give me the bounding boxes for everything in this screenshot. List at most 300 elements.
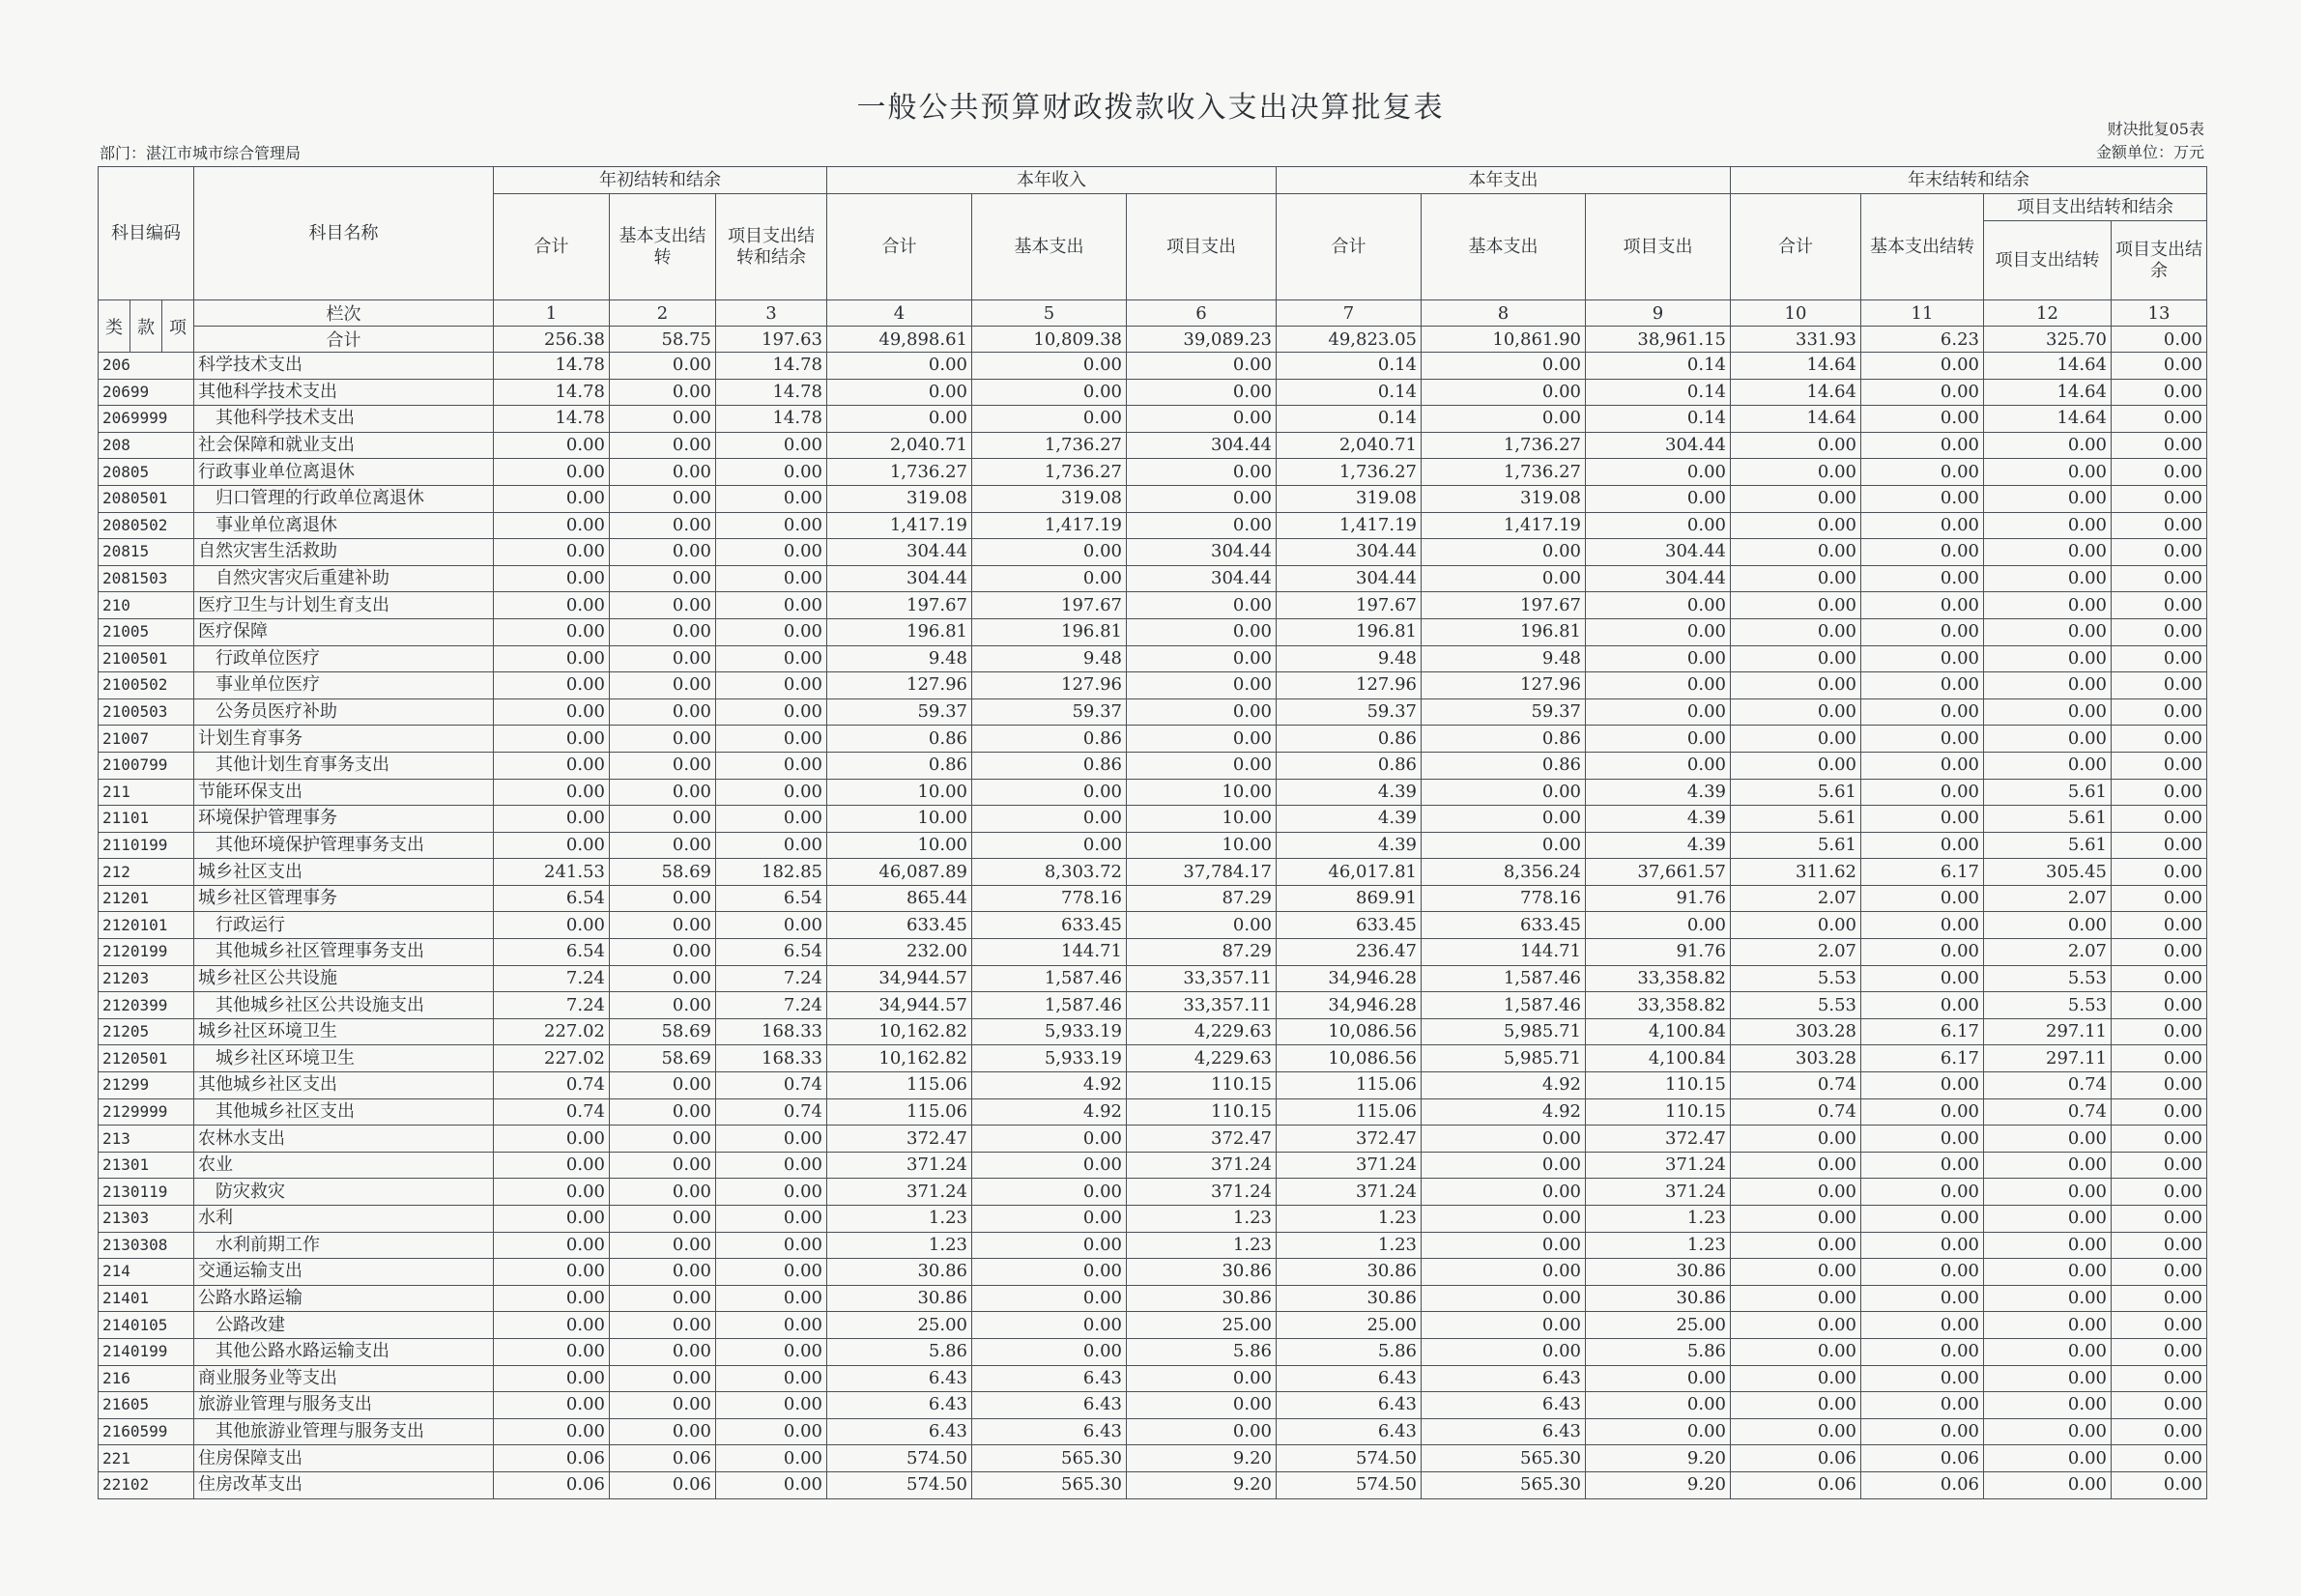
amount-cell: 0.00 <box>1861 1098 1984 1126</box>
amount-cell: 1,736.27 <box>972 459 1127 486</box>
amount-cell: 0.00 <box>972 565 1127 592</box>
amount-cell: 2.07 <box>1731 939 1861 966</box>
amount-cell: 633.45 <box>1422 912 1586 939</box>
amount-cell: 0.74 <box>716 1072 827 1099</box>
amount-cell: 14.78 <box>716 379 827 406</box>
amount-cell: 0.00 <box>827 353 972 380</box>
header-lanci: 栏次 <box>194 300 494 327</box>
subject-code: 212 <box>99 859 194 886</box>
amount-cell: 46,087.89 <box>827 859 972 886</box>
subject-code: 2140199 <box>99 1338 194 1365</box>
amount-cell: 0.00 <box>716 432 827 459</box>
subject-name: 防灾救灾 <box>194 1179 494 1206</box>
total-cell: 0.00 <box>2112 327 2207 353</box>
amount-cell: 9.48 <box>972 645 1127 672</box>
amount-cell: 0.00 <box>716 565 827 592</box>
amount-cell: 30.86 <box>1586 1259 1731 1286</box>
subject-code: 216 <box>99 1365 194 1392</box>
amount-cell: 10,086.56 <box>1277 1018 1422 1045</box>
total-cell: 38,961.15 <box>1586 327 1731 353</box>
amount-cell: 0.00 <box>2112 1072 2207 1099</box>
amount-cell: 0.06 <box>1861 1445 1984 1472</box>
amount-cell: 5,985.71 <box>1422 1045 1586 1072</box>
amount-cell: 0.00 <box>2112 992 2207 1019</box>
amount-cell: 227.02 <box>494 1018 610 1045</box>
amount-cell: 0.06 <box>610 1445 716 1472</box>
amount-cell: 196.81 <box>1422 618 1586 645</box>
amount-cell: 0.00 <box>1861 1179 1984 1206</box>
amount-cell: 0.74 <box>494 1098 610 1126</box>
total-cell: 10,861.90 <box>1422 327 1586 353</box>
amount-cell: 0.14 <box>1586 379 1731 406</box>
amount-cell: 0.00 <box>2112 1045 2207 1072</box>
subject-name: 住房改革支出 <box>194 1471 494 1498</box>
subject-code: 2120101 <box>99 912 194 939</box>
amount-cell: 0.06 <box>1731 1471 1861 1498</box>
table-row <box>99 1445 2207 1472</box>
amount-cell: 4,100.84 <box>1586 1045 1731 1072</box>
amount-cell: 0.00 <box>1861 565 1984 592</box>
amount-cell: 0.00 <box>716 726 827 753</box>
amount-cell: 0.00 <box>610 1152 716 1179</box>
amount-cell: 0.00 <box>716 539 827 566</box>
header-opening-balance: 年初结转和结余 <box>494 167 827 194</box>
amount-cell: 0.00 <box>2112 1259 2207 1286</box>
amount-cell: 0.00 <box>1984 698 2112 726</box>
amount-cell: 58.69 <box>610 859 716 886</box>
amount-cell: 37,784.17 <box>1127 859 1277 886</box>
amount-cell: 0.00 <box>1586 752 1731 779</box>
amount-cell: 115.06 <box>1277 1072 1422 1099</box>
amount-cell: 5.86 <box>827 1338 972 1365</box>
amount-cell: 197.67 <box>827 592 972 619</box>
amount-cell: 4.39 <box>1277 779 1422 806</box>
amount-cell: 0.00 <box>2112 353 2207 380</box>
amount-cell: 9.20 <box>1127 1471 1277 1498</box>
amount-cell: 0.00 <box>1861 965 1984 992</box>
amount-cell: 6.43 <box>1277 1418 1422 1445</box>
amount-cell: 0.00 <box>1731 512 1861 539</box>
amount-cell: 1,587.46 <box>972 992 1127 1019</box>
table-row <box>99 939 2207 966</box>
amount-cell: 34,944.57 <box>827 992 972 1019</box>
amount-cell: 0.00 <box>1731 698 1861 726</box>
amount-cell: 371.24 <box>1586 1179 1731 1206</box>
amount-cell: 182.85 <box>716 859 827 886</box>
amount-cell: 25.00 <box>1127 1312 1277 1339</box>
table-row <box>99 592 2207 619</box>
amount-cell: 0.00 <box>1731 1392 1861 1419</box>
amount-cell: 196.81 <box>827 618 972 645</box>
amount-cell: 0.00 <box>1127 726 1277 753</box>
amount-cell: 0.00 <box>2112 1098 2207 1126</box>
amount-cell: 0.00 <box>1861 672 1984 699</box>
amount-cell: 91.76 <box>1586 939 1731 966</box>
amount-cell: 34,944.57 <box>827 965 972 992</box>
amount-cell: 0.00 <box>1861 1232 1984 1259</box>
amount-cell: 5,985.71 <box>1422 1018 1586 1045</box>
amount-cell: 0.00 <box>494 1232 610 1259</box>
amount-cell: 5.86 <box>1127 1338 1277 1365</box>
header-total: 合计 <box>494 194 610 300</box>
amount-cell: 0.00 <box>1127 406 1277 433</box>
col-number: 4 <box>827 300 972 327</box>
amount-cell: 0.00 <box>1731 912 1861 939</box>
header-project: 项目支出 <box>1586 194 1731 300</box>
amount-cell: 14.78 <box>494 406 610 433</box>
amount-cell: 0.00 <box>610 726 716 753</box>
header-total: 合计 <box>1731 194 1861 300</box>
amount-cell: 0.00 <box>610 406 716 433</box>
amount-cell: 0.00 <box>2112 485 2207 512</box>
amount-cell: 0.00 <box>1422 406 1586 433</box>
amount-cell: 6.43 <box>827 1392 972 1419</box>
amount-cell: 6.54 <box>716 939 827 966</box>
amount-cell: 0.00 <box>610 672 716 699</box>
amount-cell: 1,417.19 <box>972 512 1127 539</box>
amount-cell: 303.28 <box>1731 1045 1861 1072</box>
amount-cell: 0.06 <box>494 1445 610 1472</box>
amount-cell: 0.00 <box>1984 752 2112 779</box>
amount-cell: 0.00 <box>1422 1152 1586 1179</box>
subject-code: 2080502 <box>99 512 194 539</box>
amount-cell: 37,661.57 <box>1586 859 1731 886</box>
total-label: 合计 <box>194 327 494 353</box>
amount-cell: 0.00 <box>1422 1232 1586 1259</box>
header-basic-carry: 基本支出结转 <box>1861 194 1984 300</box>
subject-code: 21605 <box>99 1392 194 1419</box>
amount-cell: 6.17 <box>1861 1018 1984 1045</box>
amount-cell: 10.00 <box>1127 806 1277 833</box>
amount-cell: 0.00 <box>1861 939 1984 966</box>
amount-cell: 0.00 <box>610 1098 716 1126</box>
subject-name: 其他城乡社区管理事务支出 <box>194 939 494 966</box>
amount-cell: 304.44 <box>1127 432 1277 459</box>
amount-cell: 4.92 <box>1422 1098 1586 1126</box>
subject-name: 其他科学技术支出 <box>194 379 494 406</box>
amount-cell: 0.00 <box>610 779 716 806</box>
amount-cell: 304.44 <box>827 565 972 592</box>
amount-cell: 9.20 <box>1127 1445 1277 1472</box>
amount-cell: 0.86 <box>1277 726 1422 753</box>
amount-cell: 0.00 <box>1422 565 1586 592</box>
amount-cell: 371.24 <box>1127 1179 1277 1206</box>
amount-cell: 6.43 <box>827 1365 972 1392</box>
amount-cell: 0.00 <box>610 1285 716 1312</box>
amount-cell: 0.74 <box>1731 1072 1861 1099</box>
amount-cell: 6.43 <box>827 1418 972 1445</box>
amount-cell: 0.14 <box>1586 406 1731 433</box>
amount-cell: 0.00 <box>1127 752 1277 779</box>
subject-name: 其他城乡社区支出 <box>194 1072 494 1099</box>
amount-cell: 4.39 <box>1586 832 1731 859</box>
amount-cell: 0.00 <box>716 1126 827 1153</box>
amount-cell: 0.00 <box>1127 698 1277 726</box>
amount-cell: 574.50 <box>827 1471 972 1498</box>
amount-cell: 0.00 <box>1861 1392 1984 1419</box>
amount-cell: 1.23 <box>827 1206 972 1233</box>
amount-cell: 0.74 <box>1984 1098 2112 1126</box>
amount-cell: 0.00 <box>1731 1232 1861 1259</box>
amount-cell: 0.00 <box>610 1206 716 1233</box>
subject-code: 2110199 <box>99 832 194 859</box>
amount-cell: 0.00 <box>2112 592 2207 619</box>
amount-cell: 0.00 <box>716 1418 827 1445</box>
amount-cell: 0.00 <box>610 1312 716 1339</box>
amount-cell: 0.00 <box>1861 912 1984 939</box>
amount-cell: 1,736.27 <box>972 432 1127 459</box>
header-name: 科目名称 <box>194 167 494 300</box>
subject-name: 城乡社区管理事务 <box>194 885 494 912</box>
amount-cell: 10,162.82 <box>827 1018 972 1045</box>
amount-cell: 0.00 <box>1984 1152 2112 1179</box>
amount-cell: 0.00 <box>1984 592 2112 619</box>
amount-cell: 371.24 <box>827 1152 972 1179</box>
amount-cell: 565.30 <box>972 1445 1127 1472</box>
subject-name: 其他环境保护管理事务支出 <box>194 832 494 859</box>
amount-cell: 0.00 <box>1984 726 2112 753</box>
amount-cell: 58.69 <box>610 1018 716 1045</box>
amount-cell: 0.00 <box>716 1232 827 1259</box>
amount-cell: 0.00 <box>494 512 610 539</box>
amount-cell: 0.00 <box>610 1232 716 1259</box>
amount-cell: 0.00 <box>1127 672 1277 699</box>
amount-cell: 33,357.11 <box>1127 965 1277 992</box>
amount-cell: 1.23 <box>1127 1232 1277 1259</box>
amount-cell: 0.00 <box>1861 1126 1984 1153</box>
subject-name: 其他城乡社区支出 <box>194 1098 494 1126</box>
table-row <box>99 432 2207 459</box>
amount-cell: 127.96 <box>1422 672 1586 699</box>
amount-cell: 5,933.19 <box>972 1018 1127 1045</box>
amount-cell: 0.00 <box>1984 432 2112 459</box>
amount-cell: 227.02 <box>494 1045 610 1072</box>
amount-cell: 0.00 <box>1422 1338 1586 1365</box>
amount-cell: 0.00 <box>610 698 716 726</box>
amount-cell: 0.00 <box>1422 1285 1586 1312</box>
amount-cell: 0.00 <box>1422 779 1586 806</box>
amount-cell: 0.00 <box>716 512 827 539</box>
amount-cell: 6.54 <box>494 939 610 966</box>
amount-cell: 0.00 <box>610 965 716 992</box>
amount-cell: 197.67 <box>972 592 1127 619</box>
table-meta <box>2096 118 2204 164</box>
header-lei: 类 <box>99 300 130 353</box>
amount-cell: 9.20 <box>1586 1471 1731 1498</box>
amount-cell: 0.00 <box>1731 618 1861 645</box>
amount-cell: 0.00 <box>494 645 610 672</box>
total-cell: 197.63 <box>716 327 827 353</box>
amount-cell: 9.48 <box>1277 645 1422 672</box>
table-row <box>99 1152 2207 1179</box>
subject-code: 2130308 <box>99 1232 194 1259</box>
amount-cell: 0.00 <box>972 1312 1127 1339</box>
amount-cell: 0.74 <box>1731 1098 1861 1126</box>
subject-code: 210 <box>99 592 194 619</box>
table-row <box>99 1471 2207 1498</box>
amount-cell: 8,356.24 <box>1422 859 1586 886</box>
subject-name: 事业单位离退休 <box>194 512 494 539</box>
amount-cell: 0.00 <box>2112 379 2207 406</box>
amount-cell: 0.00 <box>716 1152 827 1179</box>
amount-cell: 0.00 <box>1586 645 1731 672</box>
header-total: 合计 <box>1277 194 1422 300</box>
amount-cell: 1,587.46 <box>1422 965 1586 992</box>
amount-cell: 127.96 <box>972 672 1127 699</box>
amount-cell: 0.14 <box>1277 353 1422 380</box>
amount-cell: 0.00 <box>1127 485 1277 512</box>
amount-cell: 110.15 <box>1127 1072 1277 1099</box>
subject-code: 2140105 <box>99 1312 194 1339</box>
amount-cell: 0.00 <box>1861 379 1984 406</box>
amount-cell: 0.00 <box>2112 1418 2207 1445</box>
col-number: 6 <box>1127 300 1277 327</box>
amount-cell: 25.00 <box>827 1312 972 1339</box>
amount-cell: 0.00 <box>716 459 827 486</box>
subject-name: 商业服务业等支出 <box>194 1365 494 1392</box>
col-number: 13 <box>2112 300 2207 327</box>
amount-cell: 304.44 <box>1127 565 1277 592</box>
amount-cell: 304.44 <box>827 539 972 566</box>
amount-cell: 0.00 <box>494 1392 610 1419</box>
subject-name: 医疗卫生与计划生育支出 <box>194 592 494 619</box>
header-project-carry-only: 项目支出结转 <box>1984 221 2112 300</box>
amount-cell: 304.44 <box>1127 539 1277 566</box>
amount-cell: 372.47 <box>827 1126 972 1153</box>
col-number: 7 <box>1277 300 1422 327</box>
amount-cell: 0.00 <box>494 1206 610 1233</box>
amount-cell: 2.07 <box>1731 885 1861 912</box>
table-row <box>99 485 2207 512</box>
table-row <box>99 1392 2207 1419</box>
amount-cell: 0.00 <box>1586 1392 1731 1419</box>
amount-cell: 0.00 <box>1861 1259 1984 1286</box>
amount-cell: 0.00 <box>1861 832 1984 859</box>
amount-cell: 1,417.19 <box>827 512 972 539</box>
amount-cell: 0.00 <box>2112 1179 2207 1206</box>
amount-cell: 633.45 <box>972 912 1127 939</box>
amount-cell: 30.86 <box>1277 1285 1422 1312</box>
amount-cell: 10,162.82 <box>827 1045 972 1072</box>
amount-cell: 0.00 <box>716 1445 827 1472</box>
amount-cell: 0.00 <box>1984 485 2112 512</box>
amount-cell: 0.00 <box>2112 1445 2207 1472</box>
amount-cell: 0.00 <box>1731 459 1861 486</box>
table-row <box>99 806 2207 833</box>
amount-cell: 0.00 <box>2112 1018 2207 1045</box>
amount-cell: 0.00 <box>716 1179 827 1206</box>
amount-cell: 0.00 <box>1422 1126 1586 1153</box>
amount-cell: 0.00 <box>1984 1338 2112 1365</box>
subject-name: 归口管理的行政单位离退休 <box>194 485 494 512</box>
amount-cell: 0.06 <box>1731 1445 1861 1472</box>
amount-cell: 0.06 <box>1861 1471 1984 1498</box>
amount-cell: 7.24 <box>494 965 610 992</box>
amount-cell: 59.37 <box>1422 698 1586 726</box>
amount-cell: 0.00 <box>1984 1445 2112 1472</box>
amount-cell: 0.00 <box>494 565 610 592</box>
amount-cell: 0.00 <box>494 1259 610 1286</box>
amount-cell: 10.00 <box>827 779 972 806</box>
subject-code: 21299 <box>99 1072 194 1099</box>
amount-cell: 0.00 <box>972 806 1127 833</box>
amount-cell: 0.00 <box>1586 618 1731 645</box>
amount-cell: 0.86 <box>972 726 1127 753</box>
subject-code: 21303 <box>99 1206 194 1233</box>
amount-cell: 10.00 <box>827 832 972 859</box>
unit-label: 金额单位：万元 <box>2095 143 2204 161</box>
table-row <box>99 1018 2207 1045</box>
amount-cell: 0.00 <box>1861 618 1984 645</box>
amount-cell: 0.00 <box>1127 1418 1277 1445</box>
amount-cell: 0.00 <box>1984 1312 2112 1339</box>
amount-cell: 0.00 <box>716 752 827 779</box>
amount-cell: 0.00 <box>972 1338 1127 1365</box>
col-number: 10 <box>1731 300 1861 327</box>
amount-cell: 0.00 <box>1861 1365 1984 1392</box>
amount-cell: 33,358.82 <box>1586 965 1731 992</box>
amount-cell: 319.08 <box>1422 485 1586 512</box>
amount-cell: 0.86 <box>1422 726 1586 753</box>
amount-cell: 0.00 <box>1984 1206 2112 1233</box>
amount-cell: 7.24 <box>716 992 827 1019</box>
amount-cell: 0.00 <box>972 1126 1127 1153</box>
table-row <box>99 406 2207 433</box>
amount-cell: 0.00 <box>1861 1072 1984 1099</box>
amount-cell: 0.00 <box>494 539 610 566</box>
amount-cell: 0.00 <box>1731 645 1861 672</box>
amount-cell: 0.00 <box>1861 353 1984 380</box>
amount-cell: 0.00 <box>2112 859 2207 886</box>
amount-cell: 4,229.63 <box>1127 1018 1277 1045</box>
table-row <box>99 1045 2207 1072</box>
table-row <box>99 698 2207 726</box>
amount-cell: 0.00 <box>494 1179 610 1206</box>
amount-cell: 9.48 <box>1422 645 1586 672</box>
subject-code: 2100502 <box>99 672 194 699</box>
amount-cell: 5.61 <box>1984 806 2112 833</box>
amount-cell: 6.54 <box>494 885 610 912</box>
subject-name: 住房保障支出 <box>194 1445 494 1472</box>
amount-cell: 127.96 <box>827 672 972 699</box>
amount-cell: 0.00 <box>1731 485 1861 512</box>
amount-cell: 0.00 <box>2112 618 2207 645</box>
subject-name: 行政运行 <box>194 912 494 939</box>
amount-cell: 0.00 <box>1127 353 1277 380</box>
amount-cell: 6.43 <box>972 1418 1127 1445</box>
table-row <box>99 885 2207 912</box>
amount-cell: 0.00 <box>2112 1206 2207 1233</box>
amount-cell: 0.00 <box>1861 1206 1984 1233</box>
amount-cell: 0.86 <box>827 726 972 753</box>
amount-cell: 30.86 <box>1127 1285 1277 1312</box>
amount-cell: 0.00 <box>2112 1285 2207 1312</box>
amount-cell: 0.00 <box>1984 539 2112 566</box>
col-number: 1 <box>494 300 610 327</box>
amount-cell: 0.00 <box>1861 512 1984 539</box>
amount-cell: 110.15 <box>1586 1098 1731 1126</box>
amount-cell: 4.92 <box>972 1098 1127 1126</box>
subject-code: 20805 <box>99 459 194 486</box>
subject-name: 环境保护管理事务 <box>194 806 494 833</box>
amount-cell: 574.50 <box>827 1445 972 1472</box>
amount-cell: 5.61 <box>1984 779 2112 806</box>
table-row <box>99 1365 2207 1392</box>
amount-cell: 0.00 <box>1731 1259 1861 1286</box>
col-number: 2 <box>610 300 716 327</box>
amount-cell: 0.00 <box>1984 1471 2112 1498</box>
amount-cell: 0.74 <box>494 1072 610 1099</box>
